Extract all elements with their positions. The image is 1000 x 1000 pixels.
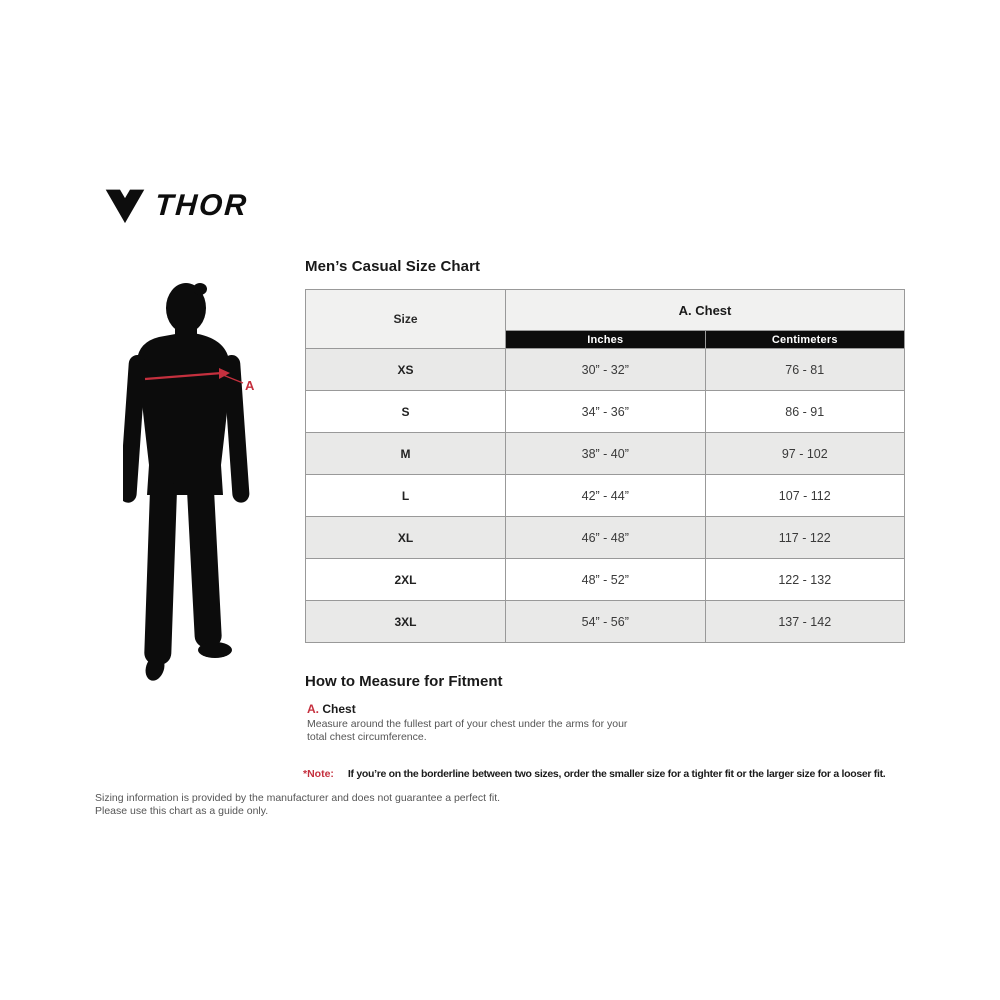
male-silhouette: [123, 280, 263, 690]
measure-item-letter: A.: [307, 702, 319, 716]
table-row: [306, 391, 905, 433]
inches-cell: 42” - 44”: [506, 475, 706, 517]
table-row: [306, 559, 905, 601]
measure-description-line2: total chest circumference.: [307, 731, 427, 743]
chest-label: A: [245, 378, 255, 393]
inches-cell: 38” - 40”: [506, 433, 706, 475]
table-row: [306, 517, 905, 559]
silhouette-figure: [123, 280, 263, 690]
measure-description-line1: Measure around the fullest part of your chest under the arms for your: [307, 718, 628, 730]
cm-cell: 122 - 132: [705, 559, 905, 601]
measure-item-description: [307, 718, 627, 744]
inches-cell: 46” - 48”: [506, 517, 706, 559]
cm-cell: 117 - 122: [705, 517, 905, 559]
col-header-chest: A. Chest: [506, 290, 905, 331]
borderline-note: [303, 768, 885, 780]
inches-cell: 54” - 56”: [506, 601, 706, 643]
col-header-centimeters: Centimeters: [705, 331, 905, 349]
measure-section-title: How to Measure for Fitment: [305, 673, 503, 690]
table-row: [306, 475, 905, 517]
cm-cell: 137 - 142: [705, 601, 905, 643]
thor-logo: [105, 186, 248, 226]
thor-wordmark: THOR: [153, 189, 250, 222]
cm-cell: 97 - 102: [705, 433, 905, 475]
measure-item-name: Chest: [322, 702, 356, 716]
table-row: [306, 433, 905, 475]
cm-cell: 107 - 112: [705, 475, 905, 517]
size-cell: XS: [306, 349, 506, 391]
size-cell: M: [306, 433, 506, 475]
size-cell: 2XL: [306, 559, 506, 601]
inches-cell: 34” - 36”: [506, 391, 706, 433]
footer-line2: Please use this chart as a guide only.: [95, 805, 269, 817]
note-text: If you’re on the borderline between two sizes, order the smaller size for a tighter fit or the larger size for a looser fit.: [347, 768, 886, 780]
table-row: [306, 601, 905, 643]
size-chart-title: Men’s Casual Size Chart: [305, 258, 481, 275]
footer-line1: Sizing information is provided by the manufacturer and does not guarantee a perfect fit.: [95, 792, 501, 804]
size-cell: L: [306, 475, 506, 517]
thor-horns-icon: [105, 186, 145, 226]
table-row: [306, 349, 905, 391]
size-cell: XL: [306, 517, 506, 559]
size-cell: S: [306, 391, 506, 433]
inches-cell: 48” - 52”: [506, 559, 706, 601]
col-header-inches: Inches: [506, 331, 706, 349]
measure-item-chest: [307, 702, 356, 716]
cm-cell: 86 - 91: [705, 391, 905, 433]
note-label: *Note:: [303, 768, 334, 780]
cm-cell: 76 - 81: [705, 349, 905, 391]
inches-cell: 30” - 32”: [506, 349, 706, 391]
footer-disclaimer: [95, 792, 500, 818]
size-cell: 3XL: [306, 601, 506, 643]
col-header-size: Size: [306, 290, 506, 349]
size-chart-table: [305, 289, 905, 643]
